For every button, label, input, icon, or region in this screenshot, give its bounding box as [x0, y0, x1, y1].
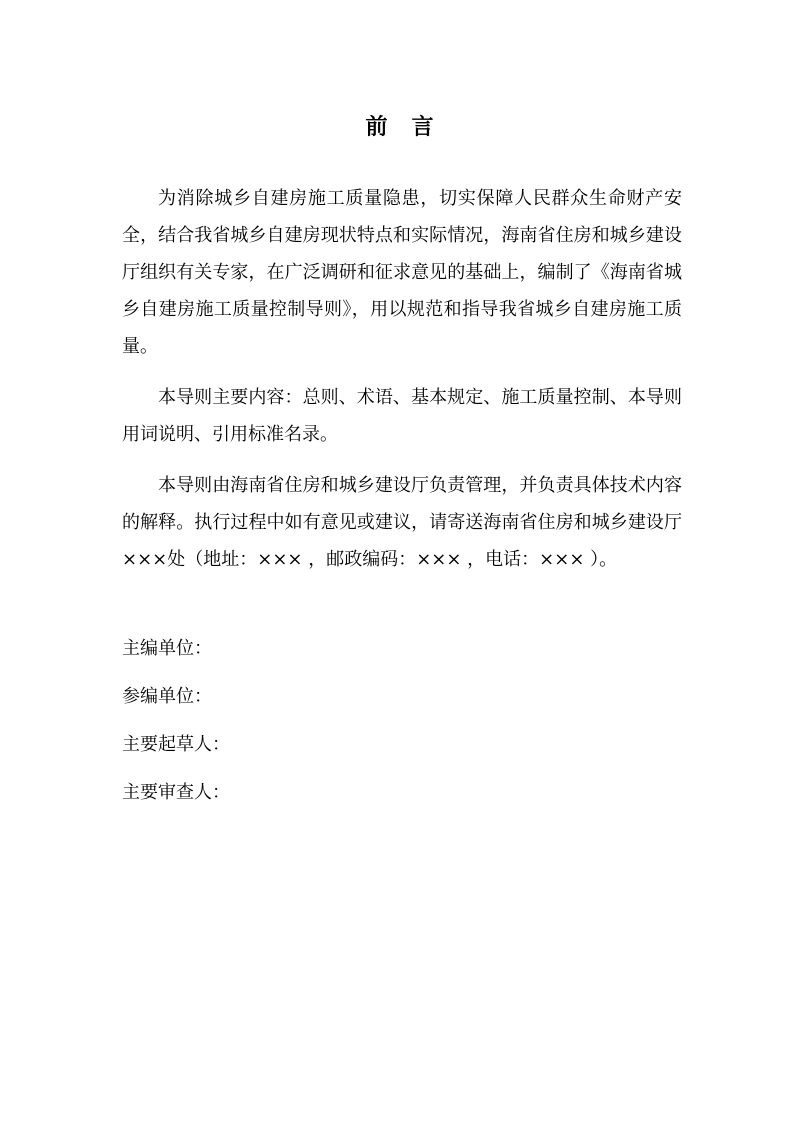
preface-body [122, 180, 682, 592]
chief-editor-unit-label: 主编单位： [122, 638, 212, 659]
page-title: 前 言 [365, 114, 435, 140]
signature-block [122, 625, 682, 817]
paragraph-purpose: 为消除城乡自建房施工质量隐患，切实保障人民群众生命财产安全，结合我省城乡自建房现状特点和实际情况，海南省住房和城乡建设厅组织有关专家，在广泛调研和征求意见的基础上，编制了《海南省城乡自建房施工质量控制导则》，用以规范和指导我省城乡自建房施工质量。 [122, 188, 682, 357]
paragraph-contents: 本导则主要内容：总则、术语、基本规定、施工质量控制、本导则用词说明、引用标准名录。 [122, 387, 682, 445]
co-editor-unit-label: 参编单位： [122, 686, 212, 707]
paragraph-management: 本导则由海南省住房和城乡建设厅负责管理，并负责具体技术内容的解释。执行过程中如有意见或建议，请寄送海南省住房和城乡建设厅×××处（地址：××× ，邮政编码：××× ，电话：××× ）。 [122, 475, 682, 570]
main-drafters-label: 主要起草人： [122, 734, 230, 755]
main-reviewers-label: 主要审查人： [122, 782, 230, 803]
